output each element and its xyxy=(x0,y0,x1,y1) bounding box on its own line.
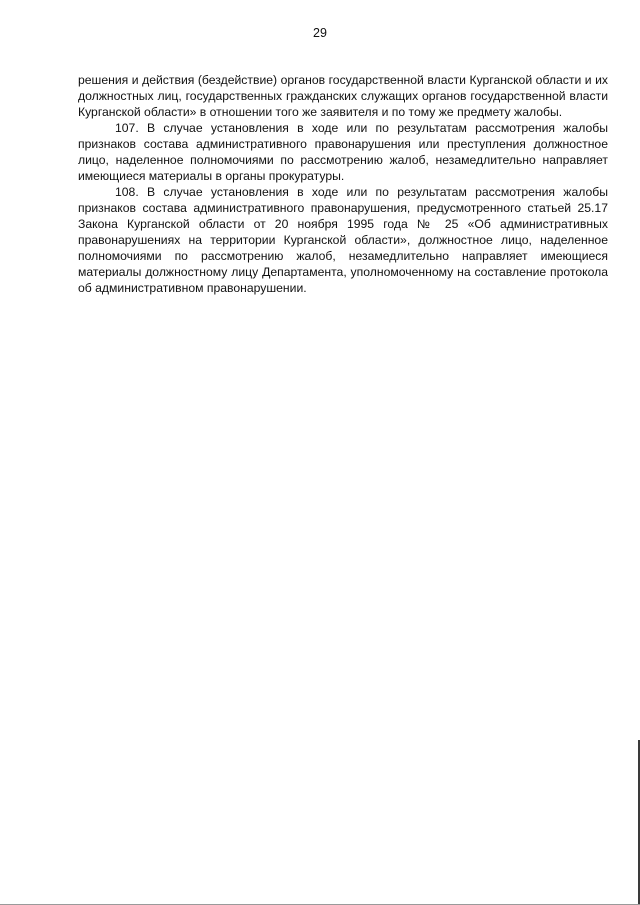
paragraph-107: 107. В случае установления в ходе или по результатам рассмотрения жалобы признаков состава административного правонарушения или преступления должностное лицо, наделенное полномочиями по рассмотрению жалоб, незамедлительно направляет имеющиеся материалы в органы прокуратуры. xyxy=(78,121,608,183)
document-body xyxy=(78,72,608,296)
page-number: 29 xyxy=(313,26,327,40)
paragraph-continuation: решения и действия (бездействие) органов государственной власти Курганской области и их должностных лиц, государственных гражданских служащих органов государственной власти Курганской области» в отношении того же заявителя и по тому же предмету жалобы. xyxy=(78,73,608,119)
paragraph-108: 108. В случае установления в ходе или по результатам рассмотрения жалобы признаков состава административного правонарушения, предусмотренного статьей 25.17 Закона Курганской области от 20 ноября 1995 года № 25 «Об административных правонарушениях на территории Курганской области», должностное лицо, наделенное полномочиями по рассмотрению жалоб, незамедлительно направляет имеющиеся материалы должностному лицу Департамента, уполномоченному на составление протокола об административном правонарушении. xyxy=(78,185,608,295)
